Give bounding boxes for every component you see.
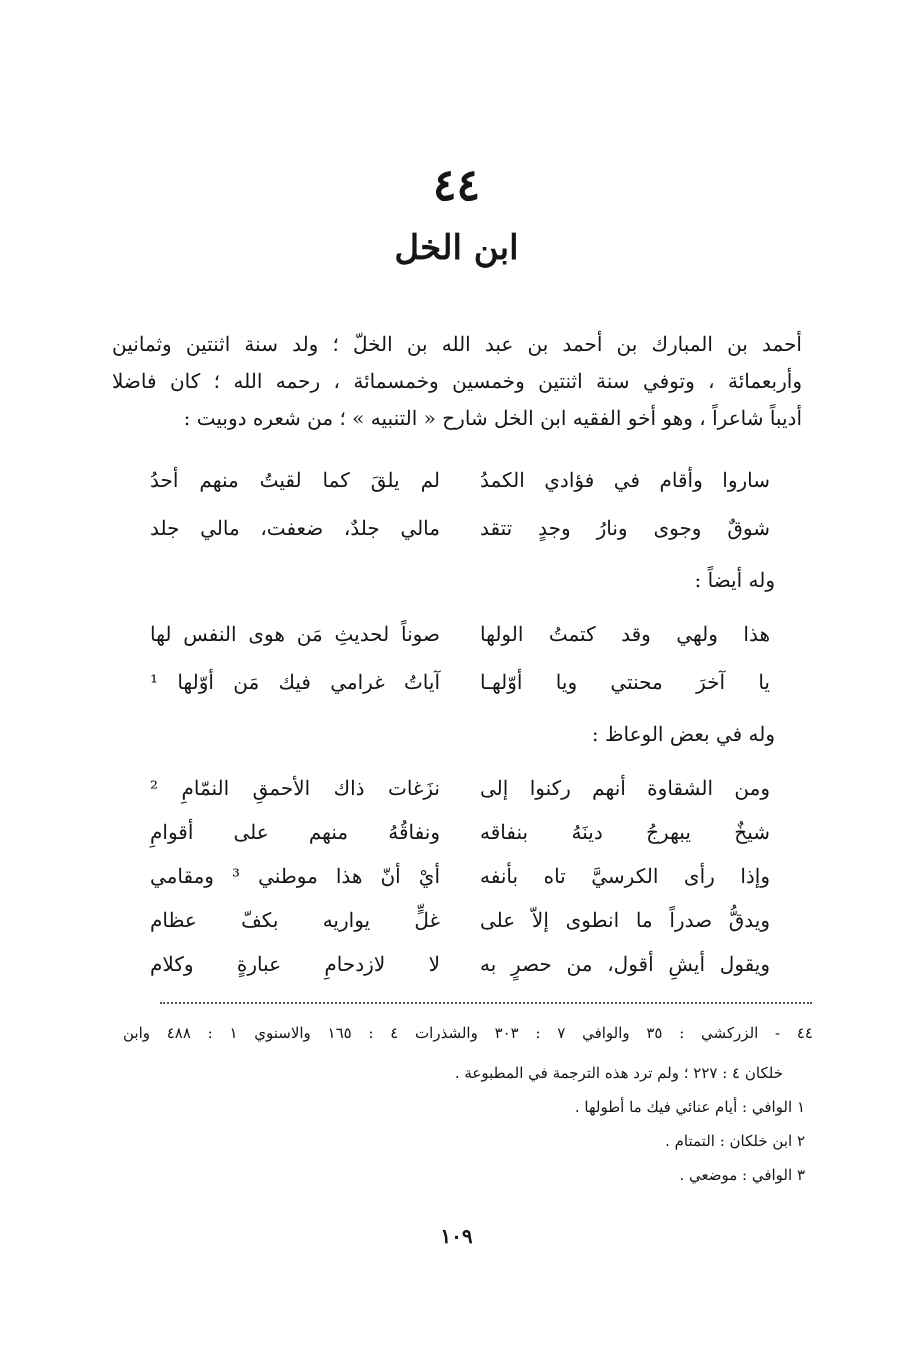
verse-first-hemistich: ويدقُّ صدراً ما انطوى إلاّ على	[480, 908, 770, 932]
verse-first-hemistich: ويقول أيشِ أقول، من حصرٍ به	[480, 952, 770, 976]
footnote-2: ٢ ابن خلكان : التمتام .	[665, 1132, 805, 1150]
verse-line	[150, 670, 770, 710]
verse-first-hemistich: هذا ولهي وقد كتمتُ الولها	[480, 622, 770, 646]
verse-line	[150, 622, 770, 662]
verse-line	[150, 820, 770, 860]
verse-first-hemistich: يا آخرَ محنتي ويا أوّلهـا	[480, 670, 770, 694]
verse-second-hemistich: آياتُ غرامي فيك مَن أوّلها ¹	[150, 670, 440, 694]
verse-second-hemistich: غلٍّ يواريه بكفّ عظام	[150, 908, 440, 932]
biography-line: أديباً شاعراً ، وهو أخو الفقيه ابن الخل شارح « التنبيه » ؛ من شعره دوبيت :	[183, 406, 802, 430]
verse-second-hemistich: مالي جلدٌ، ضعفت، مالي جلد	[150, 516, 440, 540]
verse-second-hemistich: صوناً لحديثِ مَن هوى النفس لها	[150, 622, 440, 646]
verse-first-hemistich: وإذا رأى الكرسيَّ تاه بأنفه	[480, 864, 770, 888]
footnote-divider	[160, 1002, 812, 1004]
footnote-1: ١ الوافي : أيام عنائي فيك ما أطولها .	[574, 1098, 805, 1116]
verse-first-hemistich: شيخٌ يبهرجُ دينَهُ بنفاقه	[480, 820, 770, 844]
footnote-source-line: خلكان ٤ : ٢٢٧ ؛ ولم ترد هذه الترجمة في المطبوعة .	[454, 1064, 783, 1082]
verse-second-hemistich: ونفاقُهُ منهم على أقوامِ	[150, 820, 440, 844]
verse-line	[150, 776, 770, 816]
page-number: ١٠٩	[440, 1224, 473, 1248]
poem-introduction: وله أيضاً :	[694, 568, 775, 592]
verse-second-hemistich: لا لازدحامِ عبارةٍ وكلام	[150, 952, 440, 976]
verse-line	[150, 952, 770, 992]
poem-introduction: وله في بعض الوعاظ :	[591, 722, 775, 746]
biography-line: أحمد بن المبارك بن أحمد بن عبد الله بن الخلّ ؛ ولد سنة اثنتين وثمانين	[112, 332, 802, 356]
verse-second-hemistich: نزَغات ذاك الأحمقِ النمّامِ ²	[150, 776, 440, 800]
biography-paragraph	[112, 326, 802, 437]
verse-line	[150, 516, 770, 556]
entry-title: ابن الخل	[394, 228, 519, 268]
footnote-source-line: ٤٤ - الزركشي : ٣٥ والوافي ٧ : ٣٠٣ والشذرات ٤ : ١٦٥ والاسنوي ١ : ٤٨٨ وابن	[123, 1024, 813, 1042]
verse-first-hemistich: شوقٌ وجوى ونارُ وجدٍ تتقد	[480, 516, 770, 540]
verse-first-hemistich: ساروا وأقام في فؤادي الكمدُ	[480, 468, 770, 492]
verse-line	[150, 908, 770, 948]
biography-line: وأربعمائة ، وتوفي سنة اثنتين وخمسين وخمسمائة ، رحمه الله ؛ كان فاضلا	[112, 369, 802, 393]
verse-line	[150, 468, 770, 508]
verse-second-hemistich: أيْ أنّ هذا موطني ³ ومقامي	[150, 864, 441, 888]
footnote-3: ٣ الوافي : موضعي .	[679, 1166, 805, 1184]
entry-number: ٤٤	[432, 160, 481, 211]
verse-line	[150, 864, 770, 904]
verse-second-hemistich: لم يلقَ كما لقيتُ منهم أحدُ	[150, 468, 440, 492]
verse-first-hemistich: ومن الشقاوة أنهم ركنوا إلى	[480, 776, 770, 800]
